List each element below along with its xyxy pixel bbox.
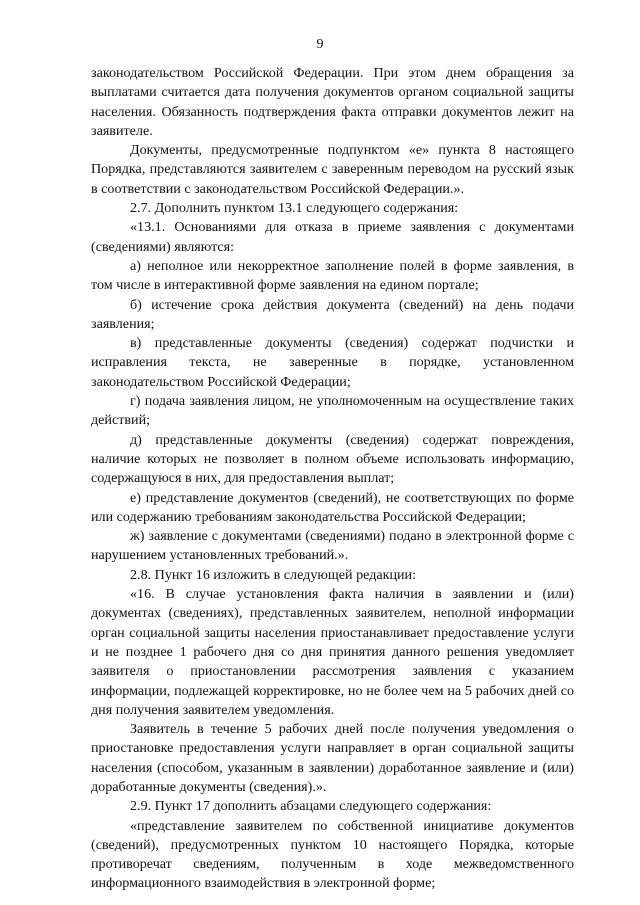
list-item: ж) заявление с документами (сведениями) подано в электронной форме с нарушением установленных требований.». (91, 528, 574, 564)
list-item: г) подача заявления лицом, не уполномоченным на осуществление таких действий; (91, 393, 574, 429)
paragraph: Документы, предусмотренные подпунктом «е» пункта 8 настоящего Порядка, представляются заявителем с заверенным переводом на русский язык в соответствии с законодательством Российской Федерации.». (91, 142, 574, 197)
paragraph: «13.1. Основаниями для отказа в приеме заявления с документами (сведениями) являются: (91, 219, 574, 255)
list-item: е) представление документов (сведений), не соответствующих по форме или содержанию требованиям законодательства Российской Федерации; (91, 489, 574, 525)
paragraph: 2.7. Дополнить пунктом 13.1 следующего содержания: (130, 200, 459, 217)
list-item: в) представленные документы (сведения) содержат подчистки и исправления текста, не заверенные в порядке, установленном законодательством Российской Федерации; (91, 335, 574, 390)
paragraph: Заявитель в течение 5 рабочих дней после получения уведомления о приостановке предоставления услуги направляет в орган социальной защиты населения (способом, указанным в заявлении) доработанное заявление и (или) доработанные документы (сведения).». (91, 721, 574, 795)
paragraph: «представление заявителем по собственной инициативе документов (сведений), предусмотренных пунктом 10 настоящего Порядка, которые противоречат сведениям, полученным в ходе межведомственного информационного взаимодействия в электронной форме; (91, 817, 574, 892)
page-number: 9 (316, 37, 324, 52)
list-item: д) представленные документы (сведения) содержат повреждения, наличие которых не позволяет в полном объеме использовать информацию, содержащуюся в них, для предоставления выплат; (91, 431, 574, 487)
paragraph: 2.9. Пункт 17 дополнить абзацами следующего содержания: (130, 798, 492, 815)
list-item: б) истечение срока действия документа (сведений) на день подачи заявления; (91, 296, 574, 332)
paragraph: законодательством Российской Федерации. При этом днем обращения за выплатами считается дата получения документов органом социальной защиты населения. Обязанность подтверждения факта отправки документов лежит на заявителе. (91, 65, 574, 139)
paragraph: «16. В случае установления факта наличия в заявлении и (или) документах (сведениях), представленных заявителем, неполной информации орган социальной защиты населения приостанавливает предоставление услуги и не позднее 1 рабочего дня со дня принятия данного решения уведомляет заявителя о приостановлении рассмотрения заявления с указанием информации, подлежащей корректировке, но не более чем на 5 рабочих дней со дня получения заявителем уведомления. (91, 586, 574, 718)
paragraph: 2.8. Пункт 16 изложить в следующей редакции: (130, 566, 417, 583)
document-body (91, 64, 574, 894)
list-item: а) неполное или некорректное заполнение полей в форме заявления, в том числе в интерактивной форме заявления на едином портале; (91, 257, 574, 294)
